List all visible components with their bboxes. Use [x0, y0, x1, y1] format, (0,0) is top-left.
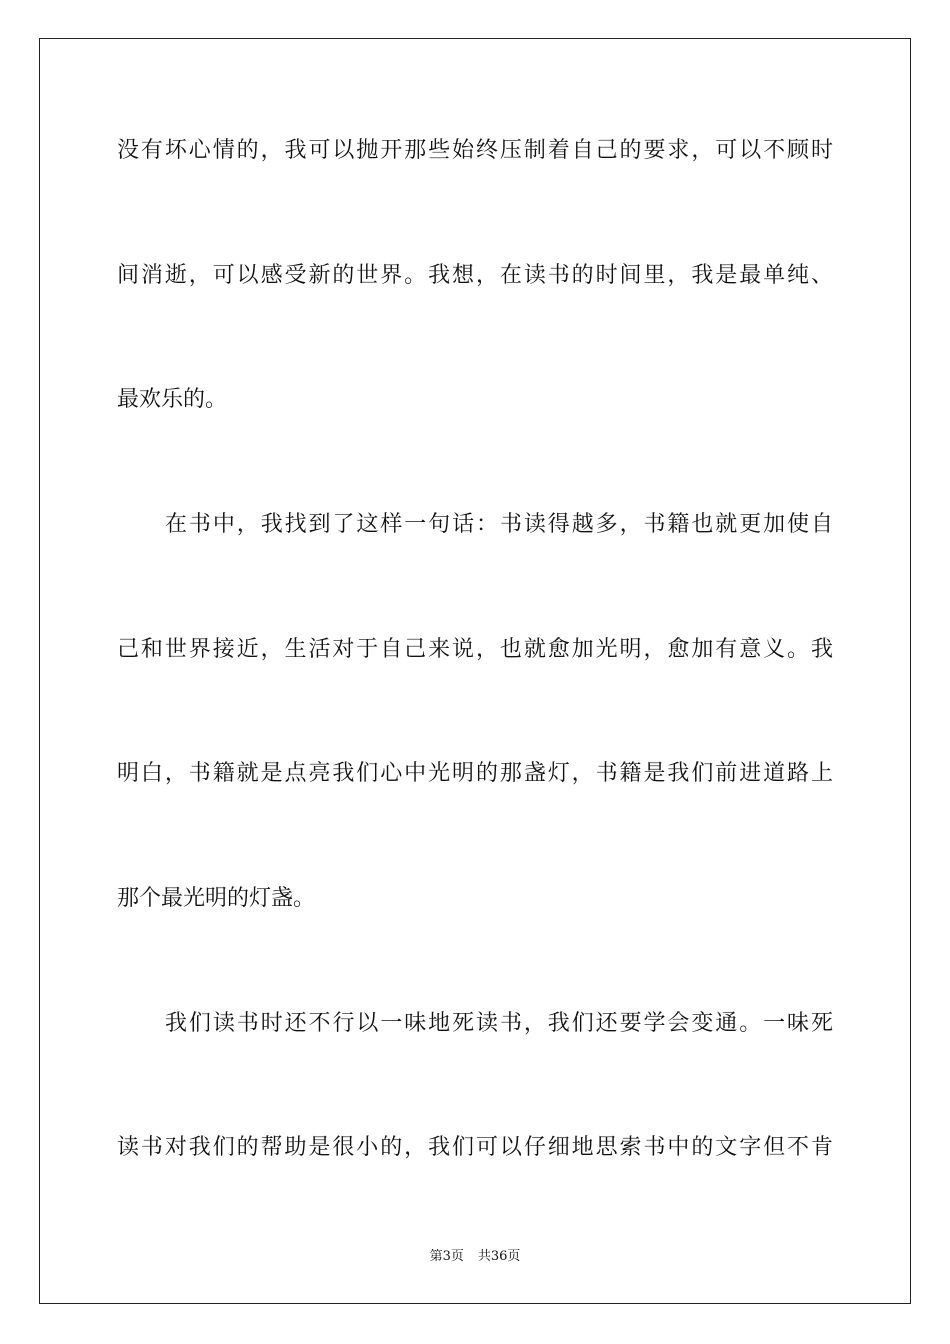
- text-line-8: 我们读书时还不行以一味地死读书，我们还要学会变通。一味死: [165, 1011, 833, 1036]
- text-line-7: 那个最光明的灯盏。: [117, 886, 316, 911]
- page-footer: [0, 1248, 950, 1266]
- text-line-6: 明白，书籍就是点亮我们心中光明的那盏灯，书籍是我们前进道路上: [117, 761, 833, 786]
- text-line-9: 读书对我们的帮助是很小的，我们可以仔细地思索书中的文字但不肯: [117, 1135, 833, 1160]
- total-pages: 共36页: [477, 1249, 521, 1264]
- page-border: [39, 38, 911, 1304]
- text-line-3: 最欢乐的。: [117, 387, 228, 412]
- text-line-5: 己和世界接近，生活对于自己来说，也就愈加光明，愈加有意义。我: [117, 637, 833, 662]
- text-line-4: 在书中，我找到了这样一句话：书读得越多，书籍也就更加使自: [165, 512, 833, 537]
- text-line-2: 间消逝，可以感受新的世界。我想，在读书的时间里，我是最单纯、: [117, 263, 833, 288]
- page-number: 第3页: [429, 1249, 464, 1264]
- text-line-1: 没有坏心情的，我可以抛开那些始终压制着自己的要求，可以不顾时: [117, 138, 833, 163]
